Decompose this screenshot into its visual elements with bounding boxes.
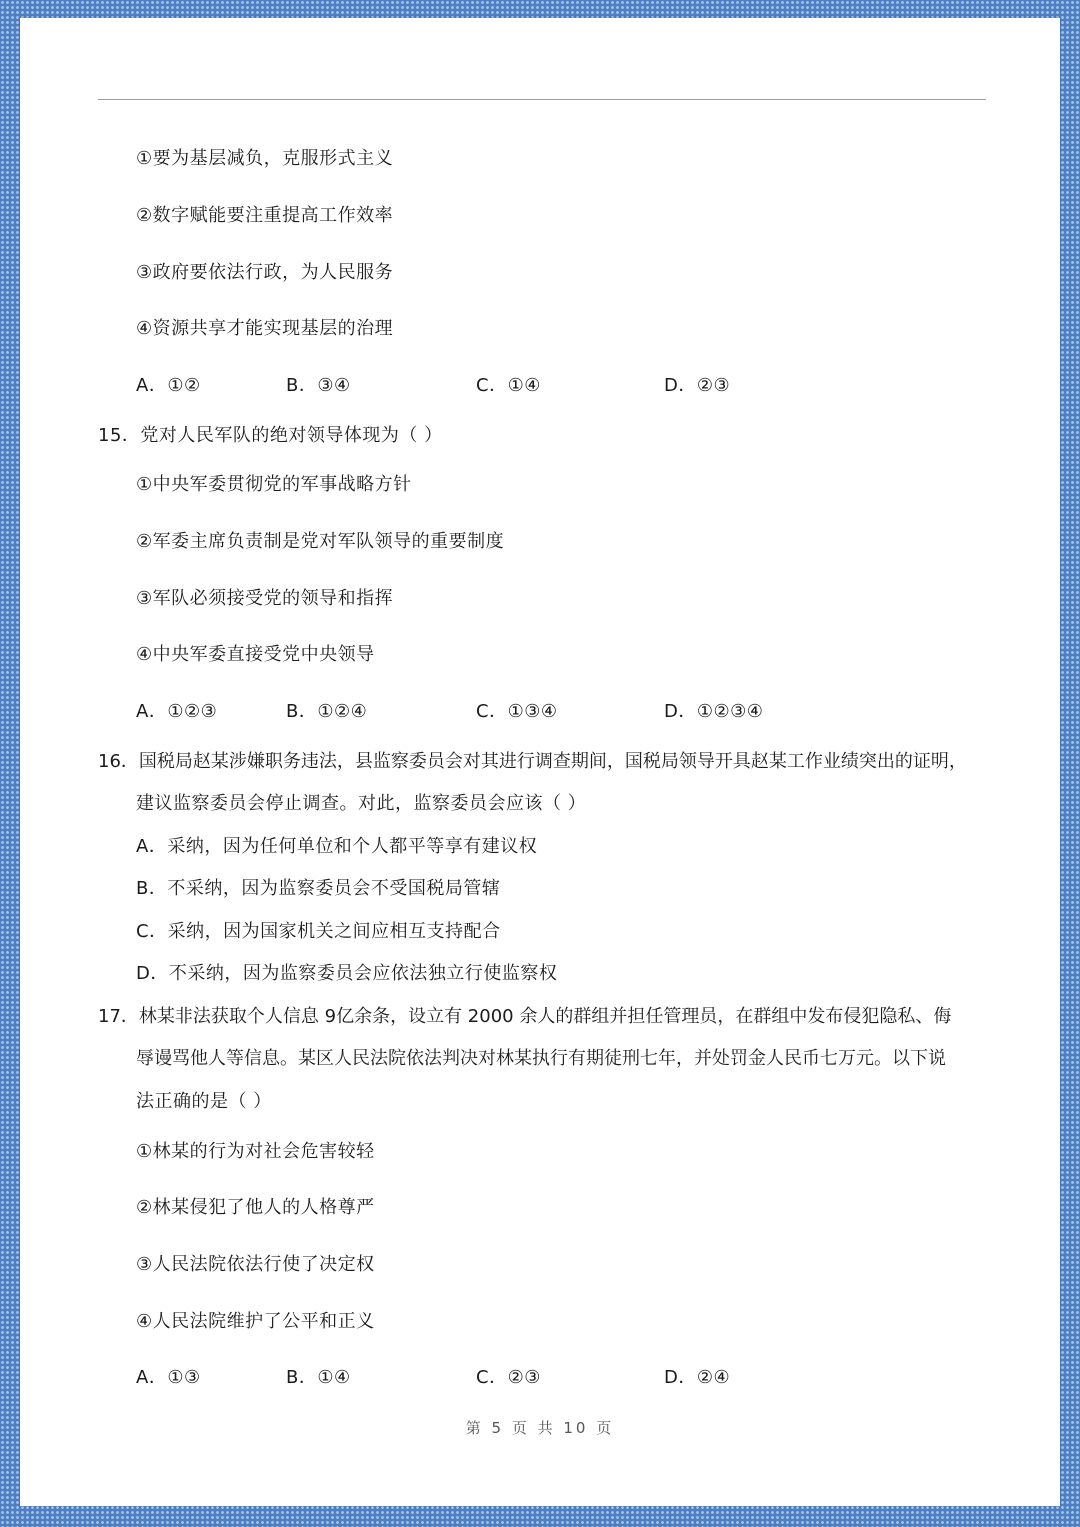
q15-choice-b: B．①②④	[286, 701, 368, 722]
exam-page	[20, 18, 1060, 1506]
q15-statement-2: ②军委主席负责制是党对军队领导的重要制度	[136, 531, 505, 552]
q15-choice-c: C．①③④	[476, 701, 558, 722]
q17-statement-1: ①林某的行为对社会危害较轻	[136, 1141, 375, 1162]
q14-choice-b: B．③④	[286, 375, 351, 396]
q15-statement-3: ③军队必须接受党的领导和指挥	[136, 588, 394, 609]
q17-choice-c: C．②③	[476, 1367, 541, 1388]
q17-statement-4: ④人民法院维护了公平和正义	[136, 1311, 375, 1332]
q17-choice-d: D．②④	[664, 1367, 731, 1388]
q14-statement-2: ②数字赋能要注重提高工作效率	[136, 205, 394, 226]
q16-option-c: C．采纳，因为国家机关之间应相互支持配合	[136, 921, 501, 942]
q14-statement-3: ③政府要依法行政，为人民服务	[136, 262, 394, 283]
q17-choice-a: A．①③	[136, 1367, 201, 1388]
q14-statement-4: ④资源共享才能实现基层的治理	[136, 318, 394, 339]
page-footer: 第 5 页 共 10 页	[465, 1419, 615, 1437]
q17-choice-b: B．①④	[286, 1367, 351, 1388]
q14-choice-d: D．②③	[664, 375, 731, 396]
q16-stem-line-1: 16．国税局赵某涉嫌职务违法，县监察委员会对其进行调查期间，国税局领导开具赵某工作业绩突出的证明，	[98, 751, 967, 772]
q15-choice-a: A．①②③	[136, 701, 218, 722]
q14-choice-a: A．①②	[136, 375, 201, 396]
q16-stem-line-2: 建议监察委员会停止调查。对此，监察委员会应该（ ）	[136, 793, 587, 814]
q17-stem-line-3: 法正确的是（ ）	[136, 1091, 272, 1112]
q15-statement-4: ④中央军委直接受党中央领导	[136, 644, 375, 665]
q17-statement-3: ③人民法院依法行使了决定权	[136, 1254, 375, 1275]
q17-stem-line-2: 辱谩骂他人等信息。某区人民法院依法判决对林某执行有期徒刑七年，并处罚金人民币七万元。以下说	[136, 1048, 946, 1069]
q15-choice-d: D．①②③④	[664, 701, 764, 722]
q16-option-a: A．采纳，因为任何单位和个人都平等享有建议权	[136, 836, 538, 857]
q15-stem: 15．党对人民军队的绝对领导体现为（ ）	[98, 425, 443, 446]
header-rule	[98, 99, 986, 100]
q15-statement-1: ①中央军委贯彻党的军事战略方针	[136, 474, 412, 495]
q14-choice-c: C．①④	[476, 375, 541, 396]
q16-option-d: D．不采纳，因为监察委员会应依法独立行使监察权	[136, 963, 558, 984]
q17-statement-2: ②林某侵犯了他人的人格尊严	[136, 1197, 375, 1218]
q16-option-b: B．不采纳，因为监察委员会不受国税局管辖	[136, 878, 501, 899]
q17-stem-line-1: 17．林某非法获取个人信息 9亿余条，设立有 2000 余人的群组并担任管理员，在群组中发布侵犯隐私、侮	[98, 1006, 952, 1027]
q14-statement-1: ①要为基层减负，克服形式主义	[136, 148, 394, 169]
